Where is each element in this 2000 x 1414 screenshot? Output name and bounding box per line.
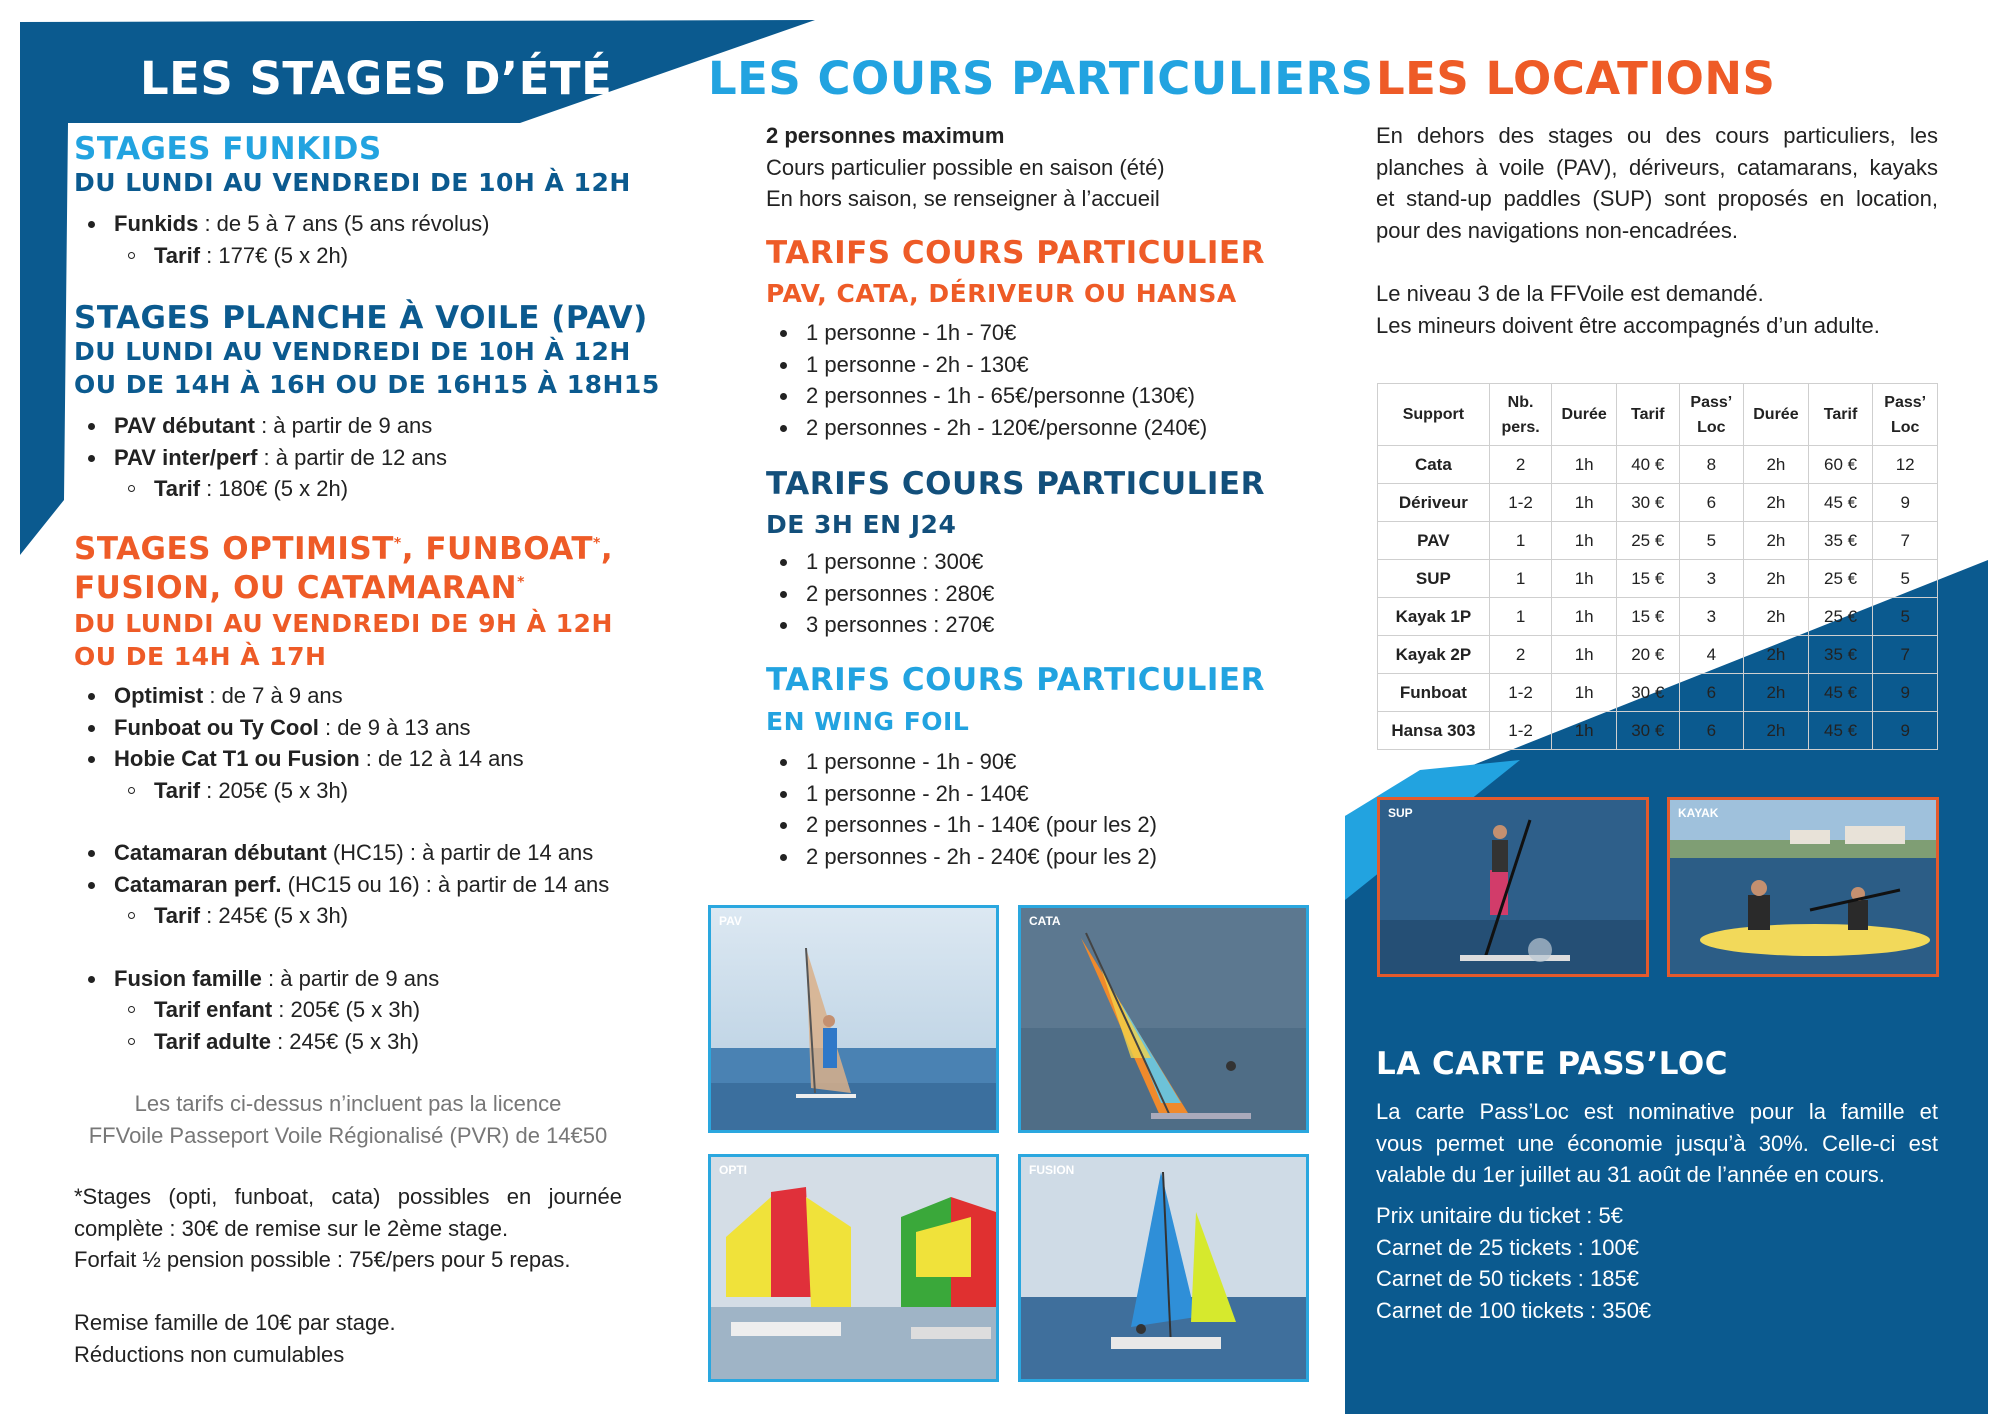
pass-loc-prices (1376, 1200, 1938, 1326)
list-item: 1 personne - 2h - 140€ (766, 778, 1346, 810)
photo-label: SUP (1388, 806, 1413, 820)
list-item: 2 personnes - 2h - 120€/personne (240€) (766, 412, 1346, 444)
list-item: PAV débutant : à partir de 9 ans (74, 410, 634, 442)
tarifs-cours-heading-1: TARIFS COURS PARTICULIER (766, 235, 1265, 271)
locations-requirements: Le niveau 3 de la FFVoile est demandé. Les mineurs doivent être accompagnés d’un adulte. (1376, 281, 1880, 338)
pav-schedule-1: DU LUNDI AU VENDREDI DE 10H À 12H (74, 337, 631, 366)
tarifs-cours-sub-3: EN WING FOIL (766, 707, 970, 736)
locations-table (1377, 383, 1938, 750)
tarifs-cours-list-3 (766, 746, 1346, 872)
cours-particuliers-title: LES COURS PARTICULIERS (708, 52, 1374, 105)
pav-photo (708, 905, 999, 1133)
licence-note: Les tarifs ci-dessus n’incluent pas la licence FFVoile Passeport Voile Régionalisé (PVR) de 14€50 (88, 1091, 608, 1148)
list-item: Funboat ou Ty Cool : de 9 à 13 ans (74, 712, 674, 744)
stages-ete-title: LES STAGES D’ÉTÉ (140, 52, 613, 105)
tarifs-cours-sub-1: PAV, CATA, DÉRIVEUR OU HANSA (766, 279, 1237, 308)
list-item: Hobie Cat T1 ou Fusion : de 12 à 14 ans (74, 743, 674, 775)
table-row: Dériveur 1-2 1h 30 € 6 2h 45 € 9 (1378, 484, 1938, 522)
col-header: Pass’ Loc (1873, 384, 1938, 446)
list-item: Catamaran débutant (HC15) : à partir de 14 ans (74, 837, 674, 869)
price-line: Prix unitaire du ticket : 5€ (1376, 1203, 1624, 1228)
col-header: Pass’ Loc (1679, 384, 1744, 446)
table-row: Kayak 2P 2 1h 20 € 4 2h 35 € 7 (1378, 636, 1938, 674)
col-header: Durée (1552, 384, 1617, 446)
photo-label: OPTI (719, 1163, 748, 1177)
funkids-list (74, 208, 634, 271)
kayak-image (1670, 800, 1939, 977)
table-row: SUP 1 1h 15 € 3 2h 25 € 5 (1378, 560, 1938, 598)
list-item: Catamaran perf. (HC15 ou 16) : à partir de 14 ans (74, 869, 674, 901)
photo-label: FUSION (1029, 1163, 1075, 1177)
opti-photo (708, 1154, 999, 1382)
photo-label: KAYAK (1678, 806, 1719, 820)
list-item: 3 personnes : 270€ (766, 609, 1346, 641)
locations-title: LES LOCATIONS (1376, 52, 1776, 105)
pav-heading: STAGES PLANCHE À VOILE (PAV) (74, 300, 648, 336)
funkids-heading: STAGES FUNKIDS (74, 131, 382, 167)
col-header: Tarif (1808, 384, 1873, 446)
list-item: Tarif : 245€ (5 x 3h) (74, 900, 674, 932)
fusion-image (1021, 1157, 1309, 1382)
photo-label: CATA (1029, 914, 1061, 928)
col-header: Nb. pers. (1489, 384, 1552, 446)
price-line: Carnet de 100 tickets : 350€ (1376, 1297, 1652, 1323)
list-item: 2 personnes - 2h - 240€ (pour les 2) (766, 841, 1346, 873)
windsurf-image (711, 908, 999, 1133)
sup-image (1380, 800, 1649, 977)
pav-list (74, 410, 634, 505)
pass-loc-title: LA CARTE PASS’LOC (1376, 1046, 1729, 1082)
optimist-schedule-2: OU DE 14H À 17H (74, 642, 327, 671)
price-line: Carnet de 50 tickets : 185€ (1376, 1266, 1639, 1291)
funkids-schedule: DU LUNDI AU VENDREDI DE 10H À 12H (74, 168, 631, 197)
optimist-schedule-1: DU LUNDI AU VENDREDI DE 9H À 12H (74, 609, 613, 638)
optimist-heading-1: STAGES OPTIMIST*, FUNBOAT*, (74, 531, 614, 567)
cours-intro: 2 personnes maximum Cours particulier possible en saison (été) En hors saison, se renseigner à l’accueil (766, 123, 1165, 211)
remise-note: Remise famille de 10€ par stage. Réductions non cumulables (74, 1310, 396, 1367)
photo-label: PAV (719, 914, 742, 928)
list-item: PAV inter/perf : à partir de 12 ans (74, 442, 634, 474)
pav-schedule-2: OU DE 14H À 16H OU DE 16H15 À 18H15 (74, 370, 660, 399)
optimist-heading-2: FUSION, OU CATAMARAN* (74, 570, 525, 606)
tarifs-cours-list-1 (766, 317, 1346, 443)
optimist-list (74, 680, 674, 1057)
pass-loc-description: La carte Pass’Loc est nominative pour la famille et vous permet une économie jusqu’à 30%. Celle-ci est valable du 1er juillet au 31 août de l’année en cours. (1376, 1099, 1938, 1187)
locations-intro: En dehors des stages ou des cours particuliers, les planches à voile (PAV), dériveurs, catamarans, kayaks et stand-up paddles (SUP) sont proposés en location, pour des navigations non-encadrées. (1376, 123, 1938, 243)
fusion-photo (1018, 1154, 1309, 1382)
col-header: Support (1378, 384, 1490, 446)
kayak-photo (1667, 797, 1939, 977)
list-item: 1 personne - 1h - 70€ (766, 317, 1346, 349)
tarifs-cours-heading-2: TARIFS COURS PARTICULIER (766, 466, 1265, 502)
list-item: 2 personnes - 1h - 140€ (pour les 2) (766, 809, 1346, 841)
catamaran-image (1021, 908, 1309, 1133)
stages-note: *Stages (opti, funboat, cata) possibles en journée complète : 30€ de remise sur le 2ème stage. Forfait ½ pension possible : 75€/pers pour 5 repas. (74, 1184, 622, 1272)
tarifs-cours-list-2 (766, 546, 1346, 641)
list-item: 1 personne - 2h - 130€ (766, 349, 1346, 381)
list-item: 1 personne - 1h - 90€ (766, 746, 1346, 778)
table-row: PAV 1 1h 25 € 5 2h 35 € 7 (1378, 522, 1938, 560)
list-item: Tarif : 205€ (5 x 3h) (74, 775, 674, 807)
tarifs-cours-heading-3: TARIFS COURS PARTICULIER (766, 662, 1265, 698)
tarifs-cours-sub-2: DE 3H EN J24 (766, 510, 957, 539)
list-item: 2 personnes : 280€ (766, 578, 1346, 610)
price-line: Carnet de 25 tickets : 100€ (1376, 1234, 1639, 1260)
cata-photo (1018, 905, 1309, 1133)
optimist-image (711, 1157, 999, 1382)
table-row: Hansa 303 1-2 1h 30 € 6 2h 45 € 9 (1378, 712, 1938, 750)
list-item: 2 personnes - 1h - 65€/personne (130€) (766, 380, 1346, 412)
table-row: Funboat 1-2 1h 30 € 6 2h 45 € 9 (1378, 674, 1938, 712)
sup-photo (1377, 797, 1649, 977)
list-item: Tarif : 180€ (5 x 2h) (74, 473, 634, 505)
col-header: Tarif (1616, 384, 1679, 446)
list-item: Fusion famille : à partir de 9 ans (74, 963, 674, 995)
col-header: Durée (1744, 384, 1809, 446)
list-item: Tarif adulte : 245€ (5 x 3h) (74, 1026, 674, 1058)
list-item: Tarif : 177€ (5 x 2h) (74, 240, 634, 272)
list-item: Optimist : de 7 à 9 ans (74, 680, 674, 712)
list-item: Funkids : de 5 à 7 ans (5 ans révolus) (74, 208, 634, 240)
list-item: 1 personne : 300€ (766, 546, 1346, 578)
list-item: Tarif enfant : 205€ (5 x 3h) (74, 994, 674, 1026)
table-row: Kayak 1P 1 1h 15 € 3 2h 25 € 5 (1378, 598, 1938, 636)
table-row: Cata 2 1h 40 € 8 2h 60 € 12 (1378, 446, 1938, 484)
table-header-row (1378, 384, 1938, 446)
